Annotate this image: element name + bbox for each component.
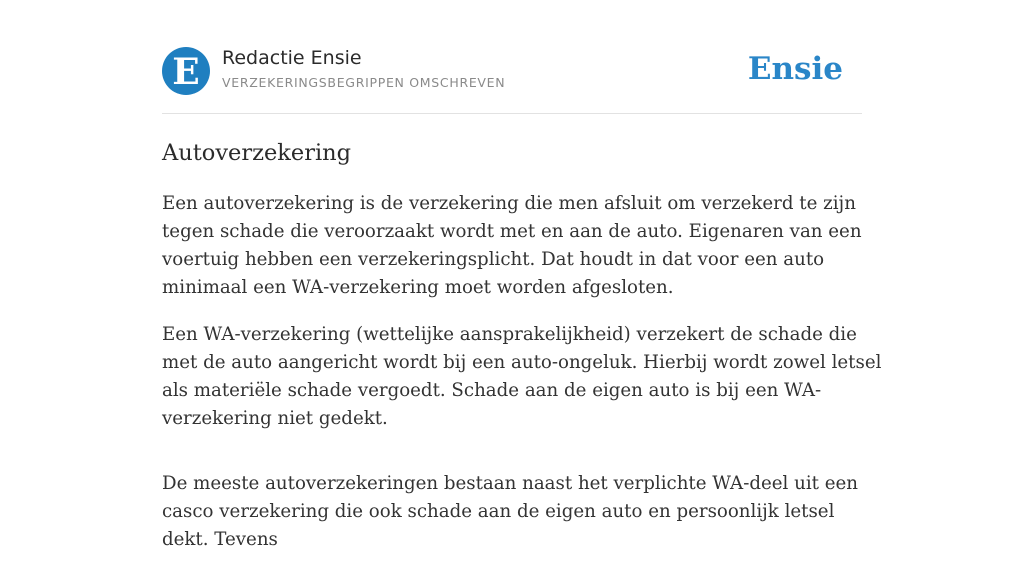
- article-body: [162, 190, 882, 573]
- brand-logo[interactable]: Ensie: [747, 51, 843, 87]
- article-paragraph: Een autoverzekering is de verzekering die men afsluit om verzekerd te zijn tegen schade die veroorzaakt wordt met en aan de auto. Eigenaren van een voertuig hebben een verzekeringsplicht. Dat houdt in dat voor een auto minimaal een WA-verzekering moet worden afgesloten.: [162, 193, 862, 298]
- author-subtitle[interactable]: VERZEKERINGSBEGRIPPEN OMSCHREVEN: [222, 75, 506, 90]
- ensie-logo-icon: E: [172, 50, 200, 93]
- article-header: [162, 0, 862, 114]
- article-paragraph: De meeste autoverzekeringen bestaan naast het verplichte WA-deel uit een casco verzekering die ook schade aan de eigen auto en persoonlijk letsel dekt. Tevens: [162, 473, 858, 550]
- author-name[interactable]: Redactie Ensie: [222, 47, 362, 69]
- article-paragraph: Een WA-verzekering (wettelijke aansprakelijkheid) verzekert de schade die met de auto aangericht wordt bij een auto-ongeluk. Hierbij wordt zowel letsel als materiële schade vergoedt. Schade aan de eigen auto is bij een WA-verzekering niet gedekt.: [162, 324, 882, 429]
- article-title: Autoverzekering: [162, 140, 352, 166]
- author-avatar[interactable]: [162, 47, 210, 95]
- article-container: [162, 0, 882, 550]
